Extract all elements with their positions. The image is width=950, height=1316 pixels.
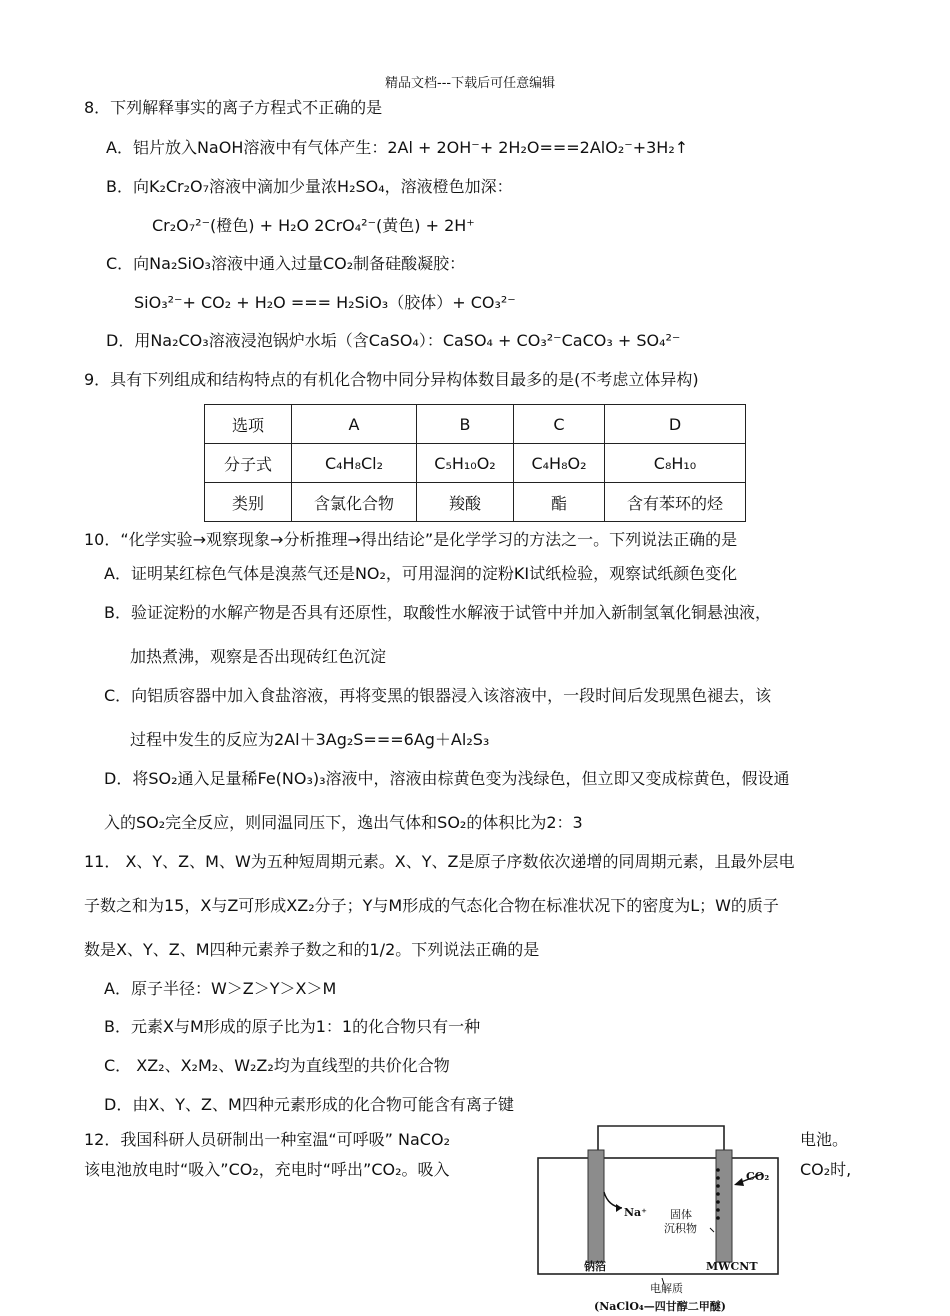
table-cell: 选项 bbox=[205, 405, 292, 444]
q10-option-a: A．证明某红棕色气体是溴蒸气还是NO₂，可用湿润的淀粉KI试纸检验，观察试纸颜色变化 bbox=[104, 564, 738, 583]
q12-stem-line1-end: 电池。 bbox=[800, 1130, 849, 1149]
table-cell: C bbox=[514, 405, 605, 444]
q8-option-b-equation: Cr₂O₇²⁻(橙色) + H₂O 2CrO₄²⁻(黄色) + 2H⁺ bbox=[152, 216, 475, 235]
table-cell: C₄H₈O₂ bbox=[514, 444, 605, 483]
q9-stem: 9．具有下列组成和结构特点的有机化合物中同分异构体数目最多的是(不考虑立体异构) bbox=[84, 370, 699, 389]
electrolyte-composition-label: (NaClO₄—四甘醇二甲醚) bbox=[594, 1300, 726, 1313]
na-ion-label: Na⁺ bbox=[624, 1206, 647, 1219]
left-electrode-label: 钠箔 bbox=[584, 1260, 606, 1273]
q10-option-d: D．将SO₂通入足量稀Fe(NO₃)₃溶液中，溶液由棕黄色变为浅绿色，但立即又变成棕黄色，假设通 bbox=[104, 769, 790, 788]
co2-label: CO₂ bbox=[746, 1170, 770, 1183]
q10-stem: 10．“化学实验→观察现象→分析推理→得出结论”是化学学习的方法之一。下列说法正确的是 bbox=[84, 530, 738, 549]
q11-stem-line3: 数是X、Y、Z、M四种元素养子数之和的1/2。下列说法正确的是 bbox=[84, 940, 540, 959]
q11-option-b: B．元素X与M形成的原子比为1：1的化合物只有一种 bbox=[104, 1017, 481, 1036]
q11-stem-line1: 11． X、Y、Z、M、W为五种短周期元素。X、Y、Z是原子序数依次递增的同周期元素，且最外层电 bbox=[84, 852, 795, 871]
sodium-foil-electrode bbox=[588, 1150, 604, 1262]
table-cell: C₅H₁₀O₂ bbox=[417, 444, 514, 483]
deposit-pointer bbox=[710, 1228, 714, 1232]
q10-option-c-cont: 过程中发生的反应为2Al＋3Ag₂S===6Ag＋Al₂S₃ bbox=[130, 730, 490, 749]
table-row bbox=[205, 444, 746, 483]
q8-option-c-equation: SiO₃²⁻+ CO₂ + H₂O === H₂SiO₃（胶体）+ CO₃²⁻ bbox=[134, 293, 516, 312]
table-cell: C₈H₁₀ bbox=[605, 444, 746, 483]
table-cell: 分子式 bbox=[205, 444, 292, 483]
electrolyte-container bbox=[538, 1158, 778, 1274]
q11-option-a: A．原子半径：W＞Z＞Y＞X＞M bbox=[104, 979, 337, 998]
deposit-label-2: 沉积物 bbox=[664, 1222, 697, 1235]
table-cell: 类别 bbox=[205, 483, 292, 522]
q10-option-b-cont: 加热煮沸，观察是否出现砖红色沉淀 bbox=[130, 647, 387, 666]
q12-stem-line2-end: CO₂时, bbox=[800, 1160, 852, 1179]
table-cell: C₄H₈Cl₂ bbox=[292, 444, 417, 483]
q10-option-d-cont: 入的SO₂完全反应，则同温同压下，逸出气体和SO₂的体积比为2：3 bbox=[104, 813, 583, 832]
q8-option-c: C．向Na₂SiO₃溶液中通入过量CO₂制备硅酸凝胶： bbox=[106, 254, 466, 273]
electrolyte-label: 电解质 bbox=[650, 1282, 683, 1295]
q11-option-d: D．由X、Y、Z、M四种元素形成的化合物可能含有离子键 bbox=[104, 1095, 514, 1114]
table-row bbox=[205, 405, 746, 444]
q10-option-b: B．验证淀粉的水解产物是否具有还原性，取酸性水解液于试管中并加入新制氢氧化铜悬浊液， bbox=[104, 603, 771, 622]
table-cell: 羧酸 bbox=[417, 483, 514, 522]
q8-stem: 8．下列解释事实的离子方程式不正确的是 bbox=[84, 98, 383, 117]
table-row bbox=[205, 483, 746, 522]
q11-stem-line2: 子数之和为15，X与Z可形成XZ₂分子；Y与M形成的气态化合物在标准状况下的密度为L；W的质子 bbox=[84, 896, 779, 915]
q8-option-b: B．向K₂Cr₂O₇溶液中滴加少量浓H₂SO₄，溶液橙色加深： bbox=[106, 177, 513, 196]
table-cell: 含氯化合物 bbox=[292, 483, 417, 522]
na-ion-arrowhead bbox=[616, 1204, 622, 1212]
q9-options-table bbox=[204, 404, 746, 522]
circuit-wire bbox=[598, 1126, 724, 1158]
battery-diagram bbox=[532, 1120, 792, 1316]
table-cell: A bbox=[292, 405, 417, 444]
deposit-label-1: 固体 bbox=[670, 1208, 692, 1221]
mwcnt-electrode bbox=[716, 1150, 732, 1262]
q8-option-a: A．铝片放入NaOH溶液中有气体产生：2Al + 2OH⁻+ 2H₂O===2AlO₂⁻+3H₂↑ bbox=[106, 138, 689, 157]
q12-stem-line2: 该电池放电时“吸入”CO₂，充电时“呼出”CO₂。吸入 bbox=[84, 1160, 450, 1179]
page-header: 精品文档---下载后可任意编辑 bbox=[385, 76, 556, 91]
table-cell: 含有苯环的烃 bbox=[605, 483, 746, 522]
table-cell: 酯 bbox=[514, 483, 605, 522]
na-ion-arrow bbox=[604, 1192, 622, 1208]
q12-stem-line1: 12．我国科研人员研制出一种室温“可呼吸” NaCO₂ bbox=[84, 1130, 450, 1149]
right-electrode-label: MWCNT bbox=[706, 1260, 758, 1273]
co2-arrowhead bbox=[734, 1178, 744, 1186]
table-cell: B bbox=[417, 405, 514, 444]
q11-option-c: C． XZ₂、X₂M₂、W₂Z₂均为直线型的共价化合物 bbox=[104, 1056, 450, 1075]
q10-option-c: C．向铝质容器中加入食盐溶液，再将变黑的银器浸入该溶液中，一段时间后发现黑色褪去，该 bbox=[104, 686, 772, 705]
table-cell: D bbox=[605, 405, 746, 444]
q8-option-d: D．用Na₂CO₃溶液浸泡锅炉水垢（含CaSO₄）：CaSO₄ + CO₃²⁻CaCO₃ + SO₄²⁻ bbox=[106, 331, 681, 350]
